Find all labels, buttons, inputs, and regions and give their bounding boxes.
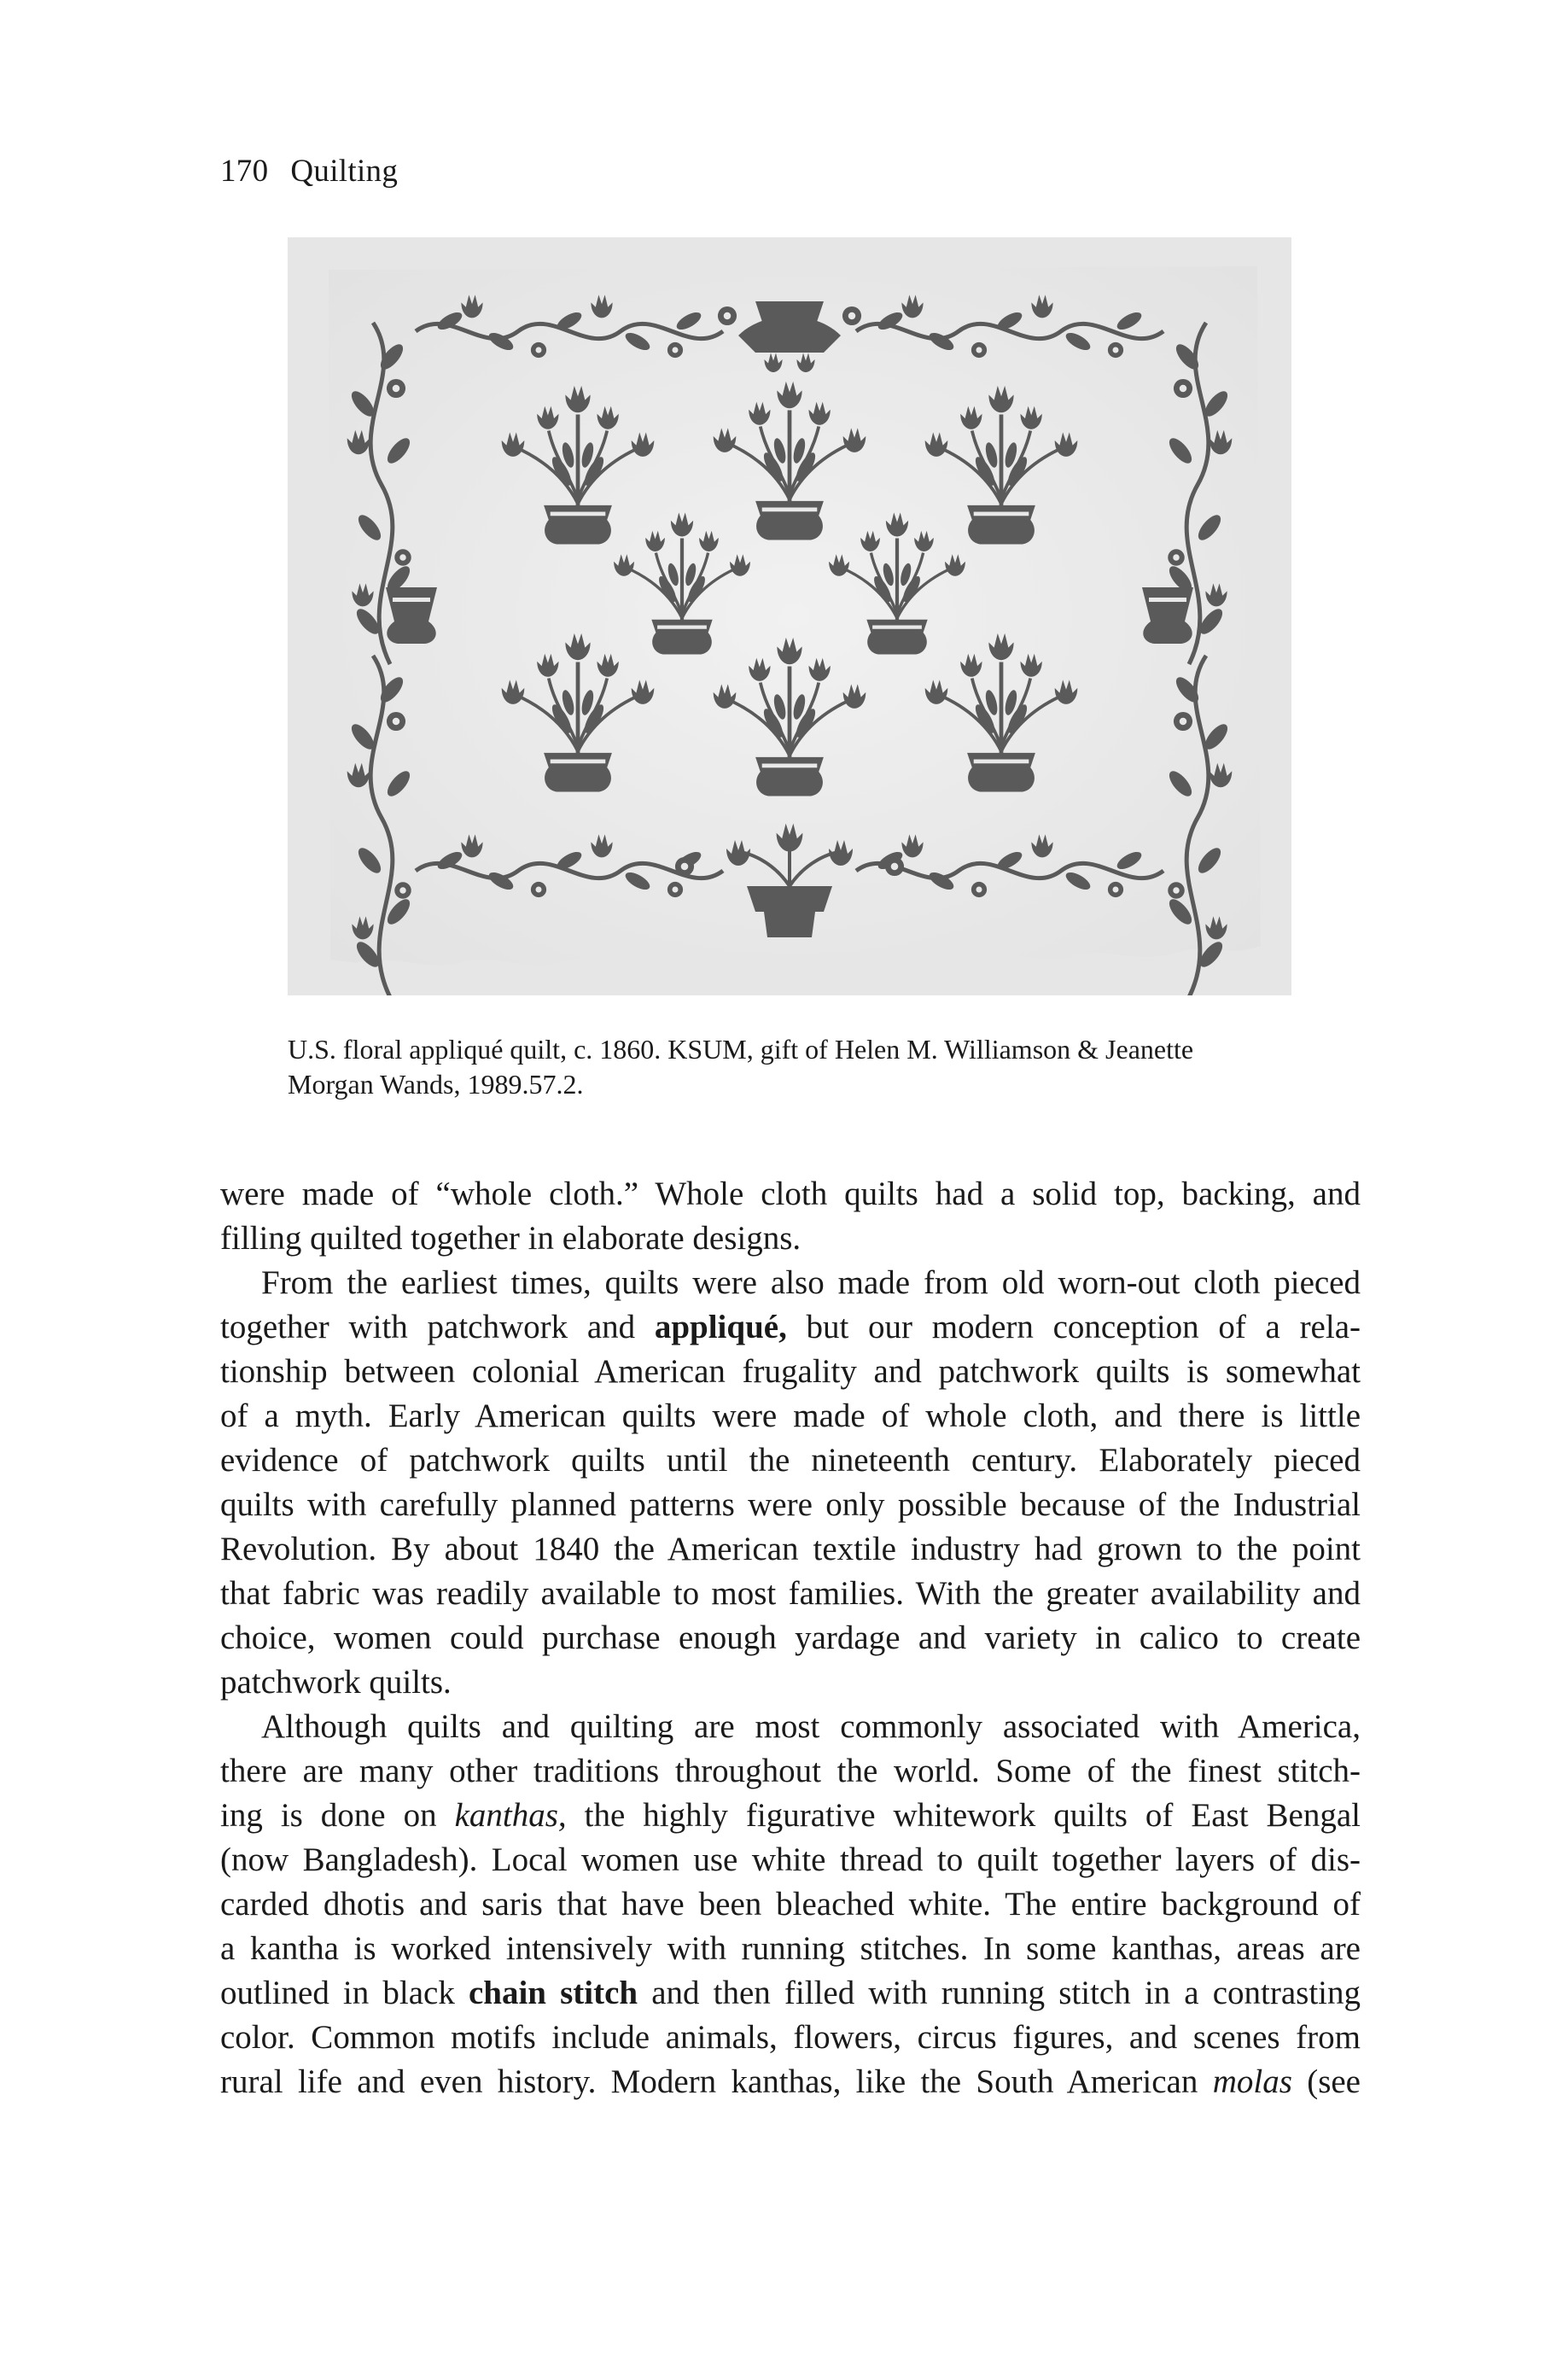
text-run: (see [1291,2063,1361,2100]
term-chain-stitch: chain stitch [468,1975,638,2011]
text-run: rural life and even history. Modern kanthas, like the South American [220,2063,1213,2100]
text-line: (now Bangladesh). Local women use white thread to quilt together layers of dis- [220,1841,1361,1878]
text-line: were made of “whole cloth.” Whole cloth quilts had a solid top, backing, and [220,1176,1361,1212]
text-line [220,2060,1361,2104]
section-title: Quilting [290,154,399,189]
text-line: choice, women could purchase enough yardage and variety in calico to create [220,1619,1361,1656]
caption-line: U.S. floral appliqué quilt, c. 1860. KSUM, gift of Helen M. Williamson & Jeanette [288,1034,1194,1065]
page-number: 170 [220,154,269,189]
text-line: Revolution. By about 1840 the American textile industry had grown to the point [220,1531,1361,1567]
text-line: tionship between colonial American frugality and patchwork quilts is somewhat [220,1353,1361,1390]
text-run: but our modern conception of a rela- [786,1309,1361,1345]
text-line: evidence of patchwork quilts until the nineteenth century. Elaborately pieced [220,1442,1361,1479]
text-line [220,1794,1361,1838]
term-kanthas: kanthas, [454,1797,567,1834]
paragraph-1 [220,1172,1361,1261]
body-text [220,1172,1361,2104]
text-line: quilts with carefully planned patterns were only possible because of the Industrial [220,1486,1361,1523]
paragraph-2 [220,1261,1361,1705]
figure-caption [288,1032,1320,1102]
text-run: the highly figurative whitework quilts of East Bengal [566,1797,1361,1834]
text-line: color. Common motifs include animals, flowers, circus figures, and scenes from [220,2019,1361,2056]
text-line [220,1971,1361,2016]
running-head [220,155,398,187]
term-applique: appliqué, [654,1309,787,1345]
text-line: carded dhotis and saris that have been bleached white. The entire background of [220,1886,1361,1923]
text-run: ing is done on [220,1797,455,1834]
paragraph-3 [220,1705,1361,2104]
text-line: that fabric was readily available to most families. With the greater availability and [220,1575,1361,1612]
text-run: outlined in black [220,1975,469,2011]
text-line: of a myth. Early American quilts were made of whole cloth, and there is little [220,1397,1361,1434]
text-line: a kantha is worked intensively with running stitches. In some kanthas, areas are [220,1930,1361,1967]
text-run: and then filled with running stitch in a contrasting [638,1975,1361,2011]
caption-line: Morgan Wands, 1989.57.2. [288,1069,584,1100]
text-line: filling quilted together in elaborate designs. [220,1220,801,1257]
term-molas: molas [1212,2063,1292,2100]
text-line: patchwork quilts. [220,1664,452,1701]
text-line: From the earliest times, quilts were also made from old worn-out cloth pieced [261,1264,1361,1301]
text-line [220,1305,1361,1350]
text-line: Although quilts and quilting are most commonly associated with America, [261,1708,1361,1745]
quilt-photograph [288,237,1291,995]
text-line: there are many other traditions throughout the world. Some of the finest stitch- [220,1753,1361,1789]
text-run: together with patchwork and [220,1309,655,1345]
